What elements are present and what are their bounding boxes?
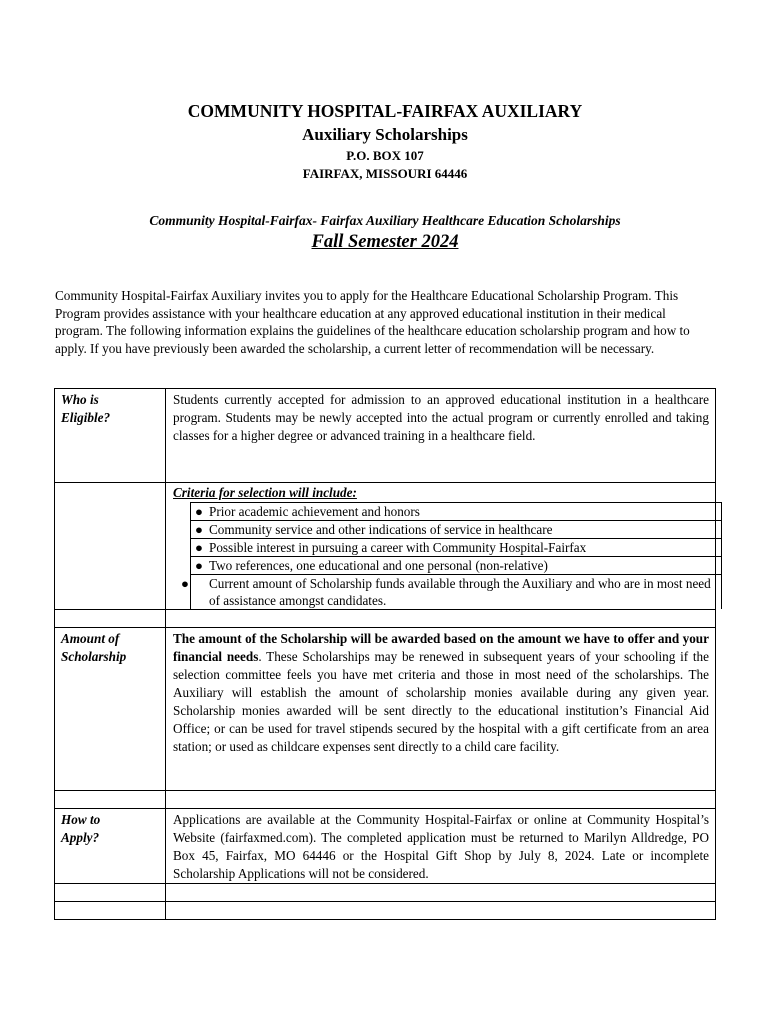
criteria-item: Possible interest in pursuing a career with Community Hospital-Fairfax (209, 540, 587, 555)
empty-cell (166, 902, 716, 920)
list-item (191, 539, 722, 557)
scholarship-subtitle: Community Hospital-Fairfax- Fairfax Auxiliary Healthcare Education Scholarships (149, 213, 621, 228)
table-row (55, 610, 716, 628)
list-item (191, 521, 722, 539)
intro-paragraph (55, 287, 695, 357)
empty-cell (55, 791, 166, 809)
apply-label (55, 809, 166, 884)
criteria-item: Community service and other indications of service in healthcare (209, 522, 553, 537)
empty-cell (55, 884, 166, 902)
criteria-title: Criteria for selection will include: (173, 485, 357, 500)
amount-body-text: . These Scholarships may be renewed in subsequent years of your schooling if the selection committee feels you have met criteria and those in most need of the scholarships. The Auxiliary will establish the amount of scholarship monies available during any given year. Scholarship monies awarded will be sent directly to the educational institution’s Financial Aid Office; or can be used for travel stipends secured by the hospital with a gift certificate from an area station; or used as childcare expenses sent directly to a child care facility. (173, 649, 709, 754)
apply-text: Applications are available at the Community Hospital-Fairfax or online at Community Hospital’s Website (fairfaxmed.com). The completed application must be returned to Marilyn Alldredge, PO Box 45, Fairfax, MO 64446 or the Hospital Gift Shop by July 8, 2024. Late or incomplete Scholarship Applications will not be considered. (166, 809, 716, 884)
criteria-item: Two references, one educational and one personal (non-relative) (209, 558, 548, 573)
table-row (55, 628, 716, 791)
amount-text (166, 628, 716, 791)
bullet-icon: ● (195, 540, 203, 555)
criteria-item: Current amount of Scholarship funds available through the Auxiliary and who are in most need of assistance amongst candidates. (209, 576, 711, 608)
amount-bold-text: The amount of the Scholarship will be awarded based on the amount we have to offer and your financial needs (173, 631, 709, 664)
table-row (55, 389, 716, 483)
apply-label-line1: How to (61, 812, 101, 827)
table-row (55, 809, 716, 884)
apply-label-line2: Apply? (61, 830, 100, 845)
intro-text: Community Hospital-Fairfax Auxiliary invites you to apply for the Healthcare Educational Scholarship Program. This Program provides assistance with your healthcare education at any approved educational institution in their medical program. The following information explains the guidelines of the healthcare education scholarship program and how to apply. If you have previously been awarded the scholarship, a current letter of recommendation will be necessary. (55, 288, 690, 356)
list-item (191, 557, 722, 575)
criteria-label-cell (55, 483, 166, 610)
list-item (191, 503, 722, 521)
program-title: Auxiliary Scholarships (302, 125, 468, 144)
criteria-cell (166, 483, 716, 610)
empty-cell (166, 791, 716, 809)
list-item (191, 575, 722, 610)
amount-label-line1: Amount of (61, 631, 120, 646)
amount-label-line2: Scholarship (61, 649, 127, 664)
guidelines-table (54, 388, 716, 920)
empty-cell (55, 902, 166, 920)
table-row (55, 902, 716, 920)
table-row (55, 791, 716, 809)
criteria-item: Prior academic achievement and honors (209, 504, 420, 519)
empty-cell (166, 884, 716, 902)
city-address: FAIRFAX, MISSOURI 64446 (302, 166, 468, 181)
semester-title: Fall Semester 2024 (311, 232, 459, 252)
eligible-label-line2: Eligible? (61, 410, 111, 425)
bullet-icon: ● (181, 576, 189, 591)
table-row (55, 483, 716, 610)
eligible-label (55, 389, 166, 483)
table-row (55, 884, 716, 902)
bullet-icon: ● (195, 558, 203, 573)
empty-cell (55, 610, 166, 628)
po-box: P.O. BOX 107 (346, 148, 424, 163)
eligible-text: Students currently accepted for admission to an approved educational institution in a healthcare program. Students may be newly accepted into the actual program or currently enrolled and taking classes for a higher degree or advanced training in a healthcare field. (166, 389, 716, 483)
bullet-icon: ● (195, 522, 203, 537)
eligible-label-line1: Who is (61, 392, 99, 407)
empty-cell (166, 610, 716, 628)
amount-label (55, 628, 166, 791)
criteria-list (181, 502, 722, 609)
org-title: COMMUNITY HOSPITAL-FAIRFAX AUXILIARY (187, 101, 583, 121)
bullet-icon: ● (195, 504, 203, 519)
